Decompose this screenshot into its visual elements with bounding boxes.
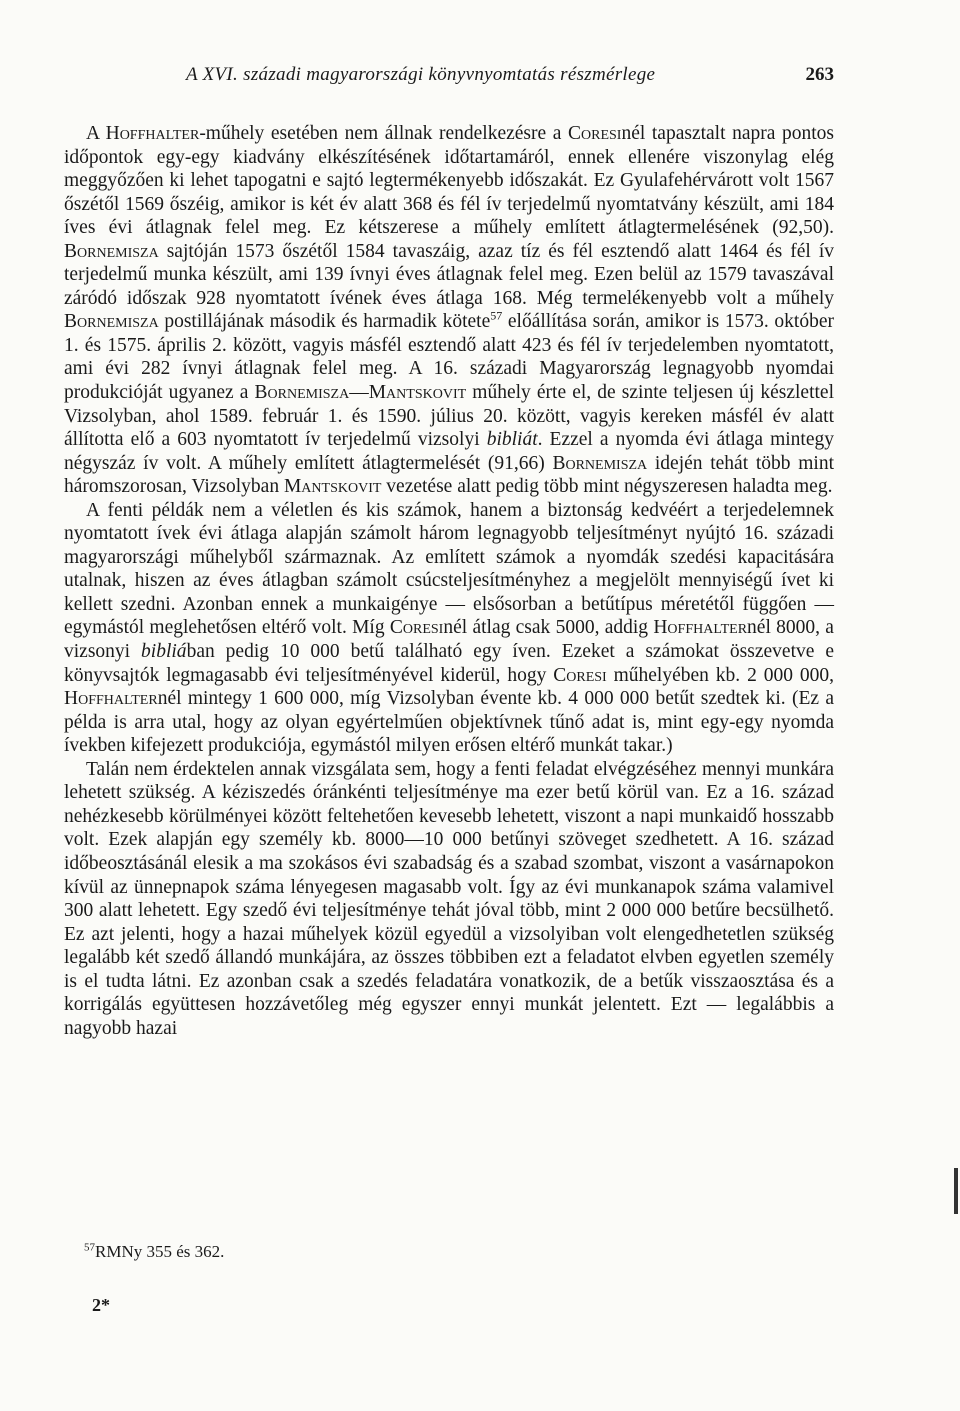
person-name: Hoffhalter: [105, 123, 200, 144]
person-name: Coresi: [389, 617, 444, 639]
footnote: [84, 1242, 224, 1262]
person-name: Hoffhalter: [653, 617, 748, 639]
footnote-text: RMNy 355 és 362.: [95, 1242, 225, 1261]
running-header: [64, 64, 834, 92]
person-name: Bornemisza: [552, 452, 648, 474]
footnote-mark: 57: [84, 1241, 95, 1254]
text-run: ban pedig 10 000 betű található egy íven. Ezeket a számokat összevetve e könyvsajtók legmagasabb évi teljesítményével kiderül, hogy: [64, 641, 834, 686]
text-run: Talán nem érdektelen annak vizsgálata sem, hogy a fenti feladat elvégzéséhez mennyi munkára lehetett szükség. A kéziszedés óránkénti teljesítménye ma ezer betű körül van. Ez a 16. század nehézkesebb körülményei között feltehetően kevesebb lehetett, viszont a napi munkaidő hosszabb volt. Ezek alapján egy személy kb. 8000—10 000 betűnyi szöveget szedhetett. A 16. század időbeosztásánál elesik a ma szokásos évi szabadság és a szabad szombat, viszont a vasárnapokon kívül az ünnepnapok száma lényegesen magasabb volt. Így az évi munkanapok száma valamivel 300 alatt lehetett. Egy szedő évi teljesítménye tehát jóval több, mint 2 000 000 betűre becsülhető. Ez azt jelenti, hogy a hazai műhelyek közül egyedül a vizsolyiban volt elengedhetetlen szükség legalább két szedő állandó munkájára, az összes többiben ezt a feladatot elvben egyetlen személy is el tudta látni. Ez azonban csak a szedés feladatára vonatkozik, de a betűk visszaosztása és a korrigálás együttesen hozzávetőleg még egyszer ennyi munkát jelentett. Ezt — legalábbis a nagyobb hazai: [64, 758, 834, 1039]
text-run: műhely érte el, de szinte teljesen új készlettel Vizsolyban, ahol 1589. február 1. és 1590. július 20. között, vagyis kereken másfél év alatt állította elő a 603 nyomtatott ív terjedelmű vizsolyi: [64, 382, 834, 451]
body-text: [64, 122, 834, 1040]
text-run: nél tapasztalt napra pontos időpontok egy-egy kiadvány elkészítésének időtartamáról, ennek ellenére viszonylag elég meggyőzően ki lehet tapogatni e sajtó legtermékenyebb időszakát. Ez Gyulafehérvárott volt 1567 őszétől 1569 őszéig, amikor is két év alatt 368 és fél ív terjedelmű nyomtatvány készült, ami 184 íves évi átlagnak felel meg. Ez kétszerese a műhely említett átlagtermelésének (92,50).: [64, 123, 834, 239]
person-name: Coresi: [553, 664, 607, 686]
text-run: . Ezzel a nyomda évi átlaga mintegy négyszáz ív volt. A műhely említett átlagtermelését (91,66): [64, 429, 834, 474]
text-run: nél átlag csak 5000, addig: [443, 617, 654, 639]
margin-mark: [954, 1168, 958, 1214]
paragraph: [64, 499, 834, 758]
text-run: műhelyében kb. 2 000 000,: [606, 664, 834, 686]
text-run: A: [86, 123, 106, 144]
paragraph: [64, 758, 834, 1041]
text-run: sajtóján 1573 őszétől 1584 tavaszáig, azaz tíz és fél esztendő alatt 1464 és fél ív terjedelmű munka készült, ami 139 ívnyi éves átlagnak felel meg. Ezen belül az 1579 tavaszával záródó időszak 928 nyomtatott ívének éves átlaga 168. Még termelékenyebb volt a műhely: [64, 240, 834, 309]
page-number: 263: [805, 64, 834, 85]
text-run: A fenti példák nem a véletlen és kis számok, hanem a biztonság kedvéért a terjedelemnek nyomtatott ívek évi átlaga alapján számolt három legnagyobb teljesítményt nyújtó 16. századi magyarországi műhelyből származnak. Az említett számok a nyomdák szedési kapacitására utalnak, hiszen az éves átlagban számolt csúcsteljesítményhez a megjelölt mennyiségű ívet ki kellett szedni. Azonban ennek a munkaigénye — elsősorban a betűtípus méretétől függően — egymástól meglehetősen eltérő volt. Míg: [64, 499, 834, 639]
printer-signature-mark: 2*: [92, 1295, 110, 1315]
person-name: Bornemisza: [64, 311, 159, 333]
text-run: nél mintegy 1 600 000, míg Vizsolyban évente kb. 4 000 000 betűt szedtek ki. (Ez a példa is arra utal, hogy az olyan egyértelműen objektívnek tűnő adat is, mint egy-egy nyomda ívekben kifejezett produkciója, egymástól milyen erősen eltérő munkát takar.): [64, 688, 834, 757]
person-name: Coresi: [568, 123, 622, 144]
italic-term: bibliá: [141, 641, 187, 663]
paragraph: [64, 122, 834, 499]
text-run: -műhely esetében nem állnak rendelkezésre a: [199, 123, 568, 144]
person-name: Hoffhalter: [64, 688, 158, 710]
text-run: postillájának második és harmadik kötete: [158, 311, 491, 333]
person-name: Bornemisza: [64, 240, 159, 262]
text-run: előállítása során, amikor is 1573. október 1. és 1575. április 2. között, vagyis másfél esztendő alatt 423 és fél ív terjedelemben nyomtatott, ami évi 282 ívnyi átlagnak felel meg. A 16. századi Magyarország legnagyobb nyomdai produkcióját ugyanez a: [64, 311, 834, 404]
text-run: vezetése alatt pedig több mint négyszeresen haladta meg.: [381, 476, 833, 498]
text-run: idején tehát több mint háromszorosan, Vizsolyban: [64, 452, 834, 498]
person-name: Mantskovit: [368, 382, 467, 404]
person-name: Mantskovit: [283, 476, 382, 498]
footnote-reference: 57: [490, 308, 503, 323]
running-title: A XVI. századi magyarországi könyvnyomtatás részmérlege: [186, 64, 656, 85]
text-run: —: [349, 382, 369, 404]
text-run: nél 8000, a vizsonyi: [64, 617, 834, 663]
person-name: Bornemisza: [254, 382, 350, 404]
italic-term: bibliát: [486, 429, 538, 451]
